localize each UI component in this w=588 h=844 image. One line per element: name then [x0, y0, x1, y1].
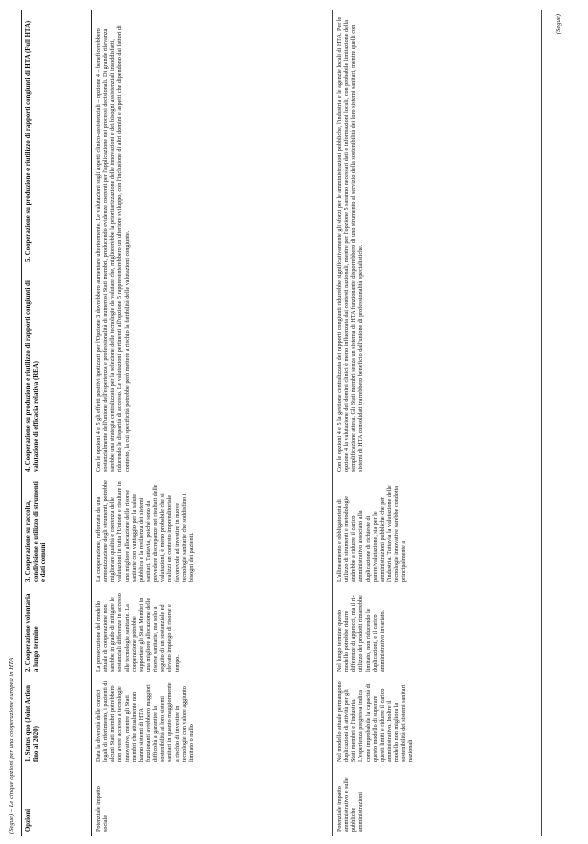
header-option-4: 4. Cooperazione su produzione e riutilizzo di rapporti congiunti di valutazione di efficacia relativa (REA): [22, 266, 92, 476]
cell-social-option-1: Data la diversità delle cornici legali di riferimento, i pazienti di alcuni Stati membri potrebbero non avere accesso a tecnologie innovative, mentre gli Stati membri che attualmente non hanno sistemi di HTA funzionanti avrebbero maggiori difficoltà a garantire la sostenibilità ai loro sistemi sanitari in quanto maggiormente a rischio di investire in tecnologie con valore aggiunto limitato o nullo: [92, 676, 333, 766]
header-options: Opzioni: [22, 766, 92, 836]
table-row: [333, 10, 542, 836]
header-option-1: 1. Status quo (Joint Action fino al 2020): [22, 676, 92, 766]
header-row: [22, 10, 92, 836]
row-label-administrative: Potenziale impatto amministrativo e sulle pubbliche amministrazioni: [333, 766, 542, 836]
cell-admin-option-2: Nel lungo termine questo modello potrebbe ridurre differenze di approcci, ma il ri-utilizzo dei prodotti rimarrebbe limitato, non riducendo le duplicazioni, e il carico amministrativo invariato.: [333, 586, 542, 676]
header-option-5: 5. Cooperazione su produzione e riutilizzo di rapporti congiunti di HTA (Full HTA): [22, 10, 92, 266]
cell-admin-option-3: L'allineamento e obbligatorietà di utilizzo di strumenti e metodologie andrebbe a ridurre il carico amministrativo associato alla duplicazione di richieste di parere/valutazione, sia per le amministrazioni pubbliche che per l'industria. Tuttavia la valutazione delle tecnologie innovative sarebbe condotta principalmente a: [333, 476, 542, 586]
cell-social-option-2: La prosecuzione del modello attuale di cooperazione non sarebbe in grado di mitigare le sostanziali differenze in accesso alle tecnologie sanitarie. La cooperazione potrebbe supportare gli Stati Membri in una migliore allocazione delle risorse sanitarie, ma solo a seguito di un sostanziale ed elevato impiego di risorse e tempo.: [92, 586, 333, 676]
table-caption: (Segue) – Le cinque opzioni per una cooperazione europea in HTA: [8, 657, 15, 834]
continued-note: (Segue): [555, 14, 562, 35]
table-row: [92, 10, 333, 836]
header-option-2: 2. Cooperazione volontaria a lungo termine: [22, 586, 92, 676]
row-label-social: Potenziale impatto sociale: [92, 766, 333, 836]
cell-social-option-3: La cooperazione, rafforzata da una armonizzazione degli strumenti, potrebbe migliorare qualità e coerenza delle valutazioni in tutta l'Unione e risultare in una migliore allocazione delle risorse sanitarie con vantaggio per la salute pubblica e la resilienza dei sistemi sanitari. Tuttavia, poiché sono da prevedere discrepanze nei risultati delle valutazioni, è meno probabile che si realizzi un contesto imprenditoriale favorevole ad investire in nuove tecnologie sanitarie che soddisfino i bisogni dei pazienti.: [92, 476, 333, 586]
cell-social-option-4-5: Con le opzioni 4 e 5 gli effetti positivi ipotizzati per l'Opzione 3 dovrebbero aumentare ulteriormente. Le valutazioni sugli aspetti clinico-assistenziali – opzione 4 – beneficerebbero sostanzialmente dell'unione dell'esperienza e professionalità di numerosi Stati membri, producendo evidenze coerenti per l'applicazione nei processi decisionali. Di grande rilevanza sarebbe una strategia centralizzata per la selezione delle tecnologie da valutare che, migliorerebbe la prioritarizzazione delle innovazioni e dei bisogni assistenziali insoddisfatti, riducendo le disparità di accesso. Le valutazioni pertinenti all'opzione 5 rappresenterebbero un ulteriore sviluppo, con l'inclusione di altri domini e aspetti che dipendono dai fattori di contesto, la cui specificità potrebbe però mettere a rischio la fattibilità delle valutazioni congiunte.: [92, 10, 333, 476]
cell-admin-option-1: Nel modello attuale permangono duplicazioni di attività per gli Stati membri e l'industria. L'esperienza pregressa indica come improbabile la capacità di questo modello di superare questi limiti e ridurre il carico amministrativo. Inoltre il modello non migliora la sostenibilità dei sistemi sanitari nazionali: [333, 676, 542, 766]
header-option-3: 3. Cooperazione su raccolta, condivisione e utilizzo di strumenti e dati comuni: [22, 476, 92, 586]
options-table: [21, 10, 542, 836]
cell-admin-option-4-5: Con le opzioni 4 e 5 la gestione centralizzata dei rapporti congiunti ridurrebbe significativamente gli sforzi per le amministrazioni pubbliche, l'industria e le agenzie locali di HTA. Per le opzione 4 la valutazione dei domini clinici è meno influenzata dai contesti nazionali, mentre per l'opzione 5 saranno necessari dati e informazioni locali, con probabile limitazione della semplificazione attesa. Gli Stati membri senza un sistema di HTA funzionante disporrebbero di uno strumento al servizio della sostenibilità dei loro sistemi sanitari, mentre quelli con sistemi di HTA consolidati trarrebbero beneficio dall'unione di professionalità specialistiche.: [333, 10, 542, 476]
